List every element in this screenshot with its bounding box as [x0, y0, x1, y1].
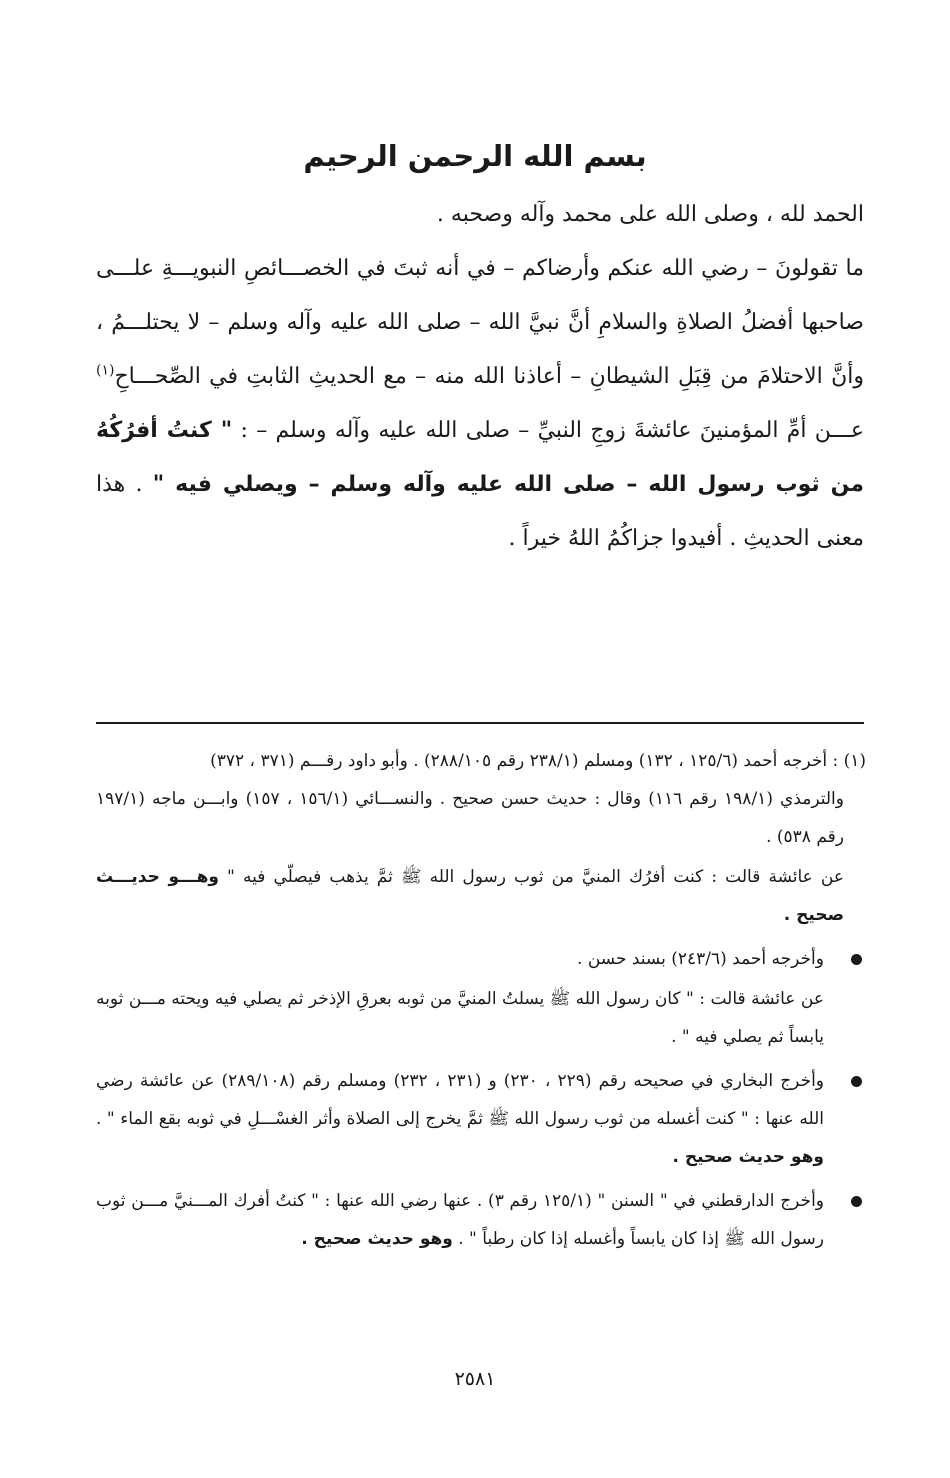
- footnote-divider: [96, 722, 864, 724]
- list-item: [96, 1062, 866, 1176]
- question-text-part-1: ما تقولونَ – رضي الله عنكم وأرضاكم – في أنه ثبتَ في الخصـــائصِ النبويـــةِ علـــى صاحبها أفضلُ الصلاةِ والسلامِ أنَّ نبيَّ الله – صلى الله عليه وآله وسلم – لا يحتلـــمُ ، وأنَّ الاحتلامَ من قِبَلِ الشيطانِ – أعاذنا الله منه – مع الحديثِ الثابتِ في الصِّحـــاحِ: [96, 256, 864, 389]
- bullet-body: وأخرج البخاري في صحيحه رقم (٢٢٩ ، ٢٣٠) و (٢٣١ ، ٢٣٢) ومسلم رقم (٢٨٩/١٠٨) عن عائشة رضي الله عنها : " كنت أغسله من ثوب رسول الله ﷺ ثمَّ يخرج إلى الصلاة وأثر الغسْـــلِ في ثوبه بقع الماء " .: [96, 1071, 825, 1129]
- question-body: [96, 188, 864, 566]
- list-item: [96, 1182, 866, 1258]
- bullet-icon: [851, 1076, 862, 1087]
- bullet-text: [96, 1182, 824, 1258]
- bullet-text: [96, 1062, 824, 1176]
- bullet-icon: [851, 954, 862, 965]
- opening-praise: الحمد لله ، وصلى الله على محمد وآله وصحبه .: [436, 202, 864, 227]
- bullet-subtext: عن عائشة قالت : " كان رسول الله ﷺ يسلتُ المنيَّ من ثوبه بعرقِ الإذخر ثم يصلي فيه ويحته مـــن ثوبه يابساً ثم يصلي فيه " .: [96, 989, 824, 1047]
- footnote-1-quote: [96, 858, 866, 934]
- bullet-icon: [851, 1196, 862, 1207]
- bullet-grade: وهو حديث صحيح .: [672, 1147, 824, 1167]
- question-closing: . هذا معنى الحديثِ . أفيدوا جزاكُمُ اللهُ خيراً .: [96, 472, 864, 551]
- list-item: [96, 940, 866, 1056]
- bullet-body: وأخرج الدارقطني في " السنن " (١٢٥/١ رقم ٣) . عنها رضي الله عنها : " كنتُ أفرك المـــنيَّ مـــن ثوب رسول الله ﷺ إذا كان يابساً وأغسله إذا كان رطباً " .: [96, 1191, 824, 1249]
- basmala-title: بسم الله الرحمن الرحيم: [303, 139, 647, 173]
- footnote-marker: (١): [96, 362, 115, 379]
- footnotes-section: [96, 742, 866, 1262]
- page-number: ٢٥٨١: [454, 1368, 496, 1390]
- bullet-text: وأخرجه أحمد (٢٤٣/٦) بسند حسن .: [577, 949, 824, 969]
- footnote-quote-text: عن عائشة قالت : كنت أفرُك المنيَّ من ثوب رسول الله ﷺ ثمَّ يذهب فيصلّي فيه ": [218, 867, 844, 887]
- footnote-quote-grade: وهـــو حديـــث صحيح .: [96, 867, 844, 925]
- question-paragraph: [96, 242, 864, 566]
- question-text-part-2: عـــن أمِّ المؤمنينَ عائشةَ زوجِ النبيِّ – صلى الله عليه وآله وسلم – :: [232, 418, 864, 443]
- footnote-1-line: (١) : أخرجه أحمد (١٢٥/٦ ، ١٣٢) ومسلم (٢٣٨/١ رقم ٢٨٨/١٠٥) . وأبو داود رقـــم (٣٧١ ، ٣٧٢): [210, 751, 866, 771]
- footnote-1-continuation: والترمذي (١٩٨/١ رقم ١١٦) وقال : حديث حسن صحيح . والنســـائي (١٥٦/١ ، ١٥٧) وابـــن ماجه (١٩٧/١ رقم ٥٣٨) .: [96, 789, 844, 847]
- bullet-grade: وهو حديث صحيح .: [301, 1229, 453, 1249]
- hadith-quote: " كنتُ أفرُكُهُ من ثوب رسول الله – صلى الله عليه وآله وسلم – ويصلي فيه ": [96, 418, 865, 497]
